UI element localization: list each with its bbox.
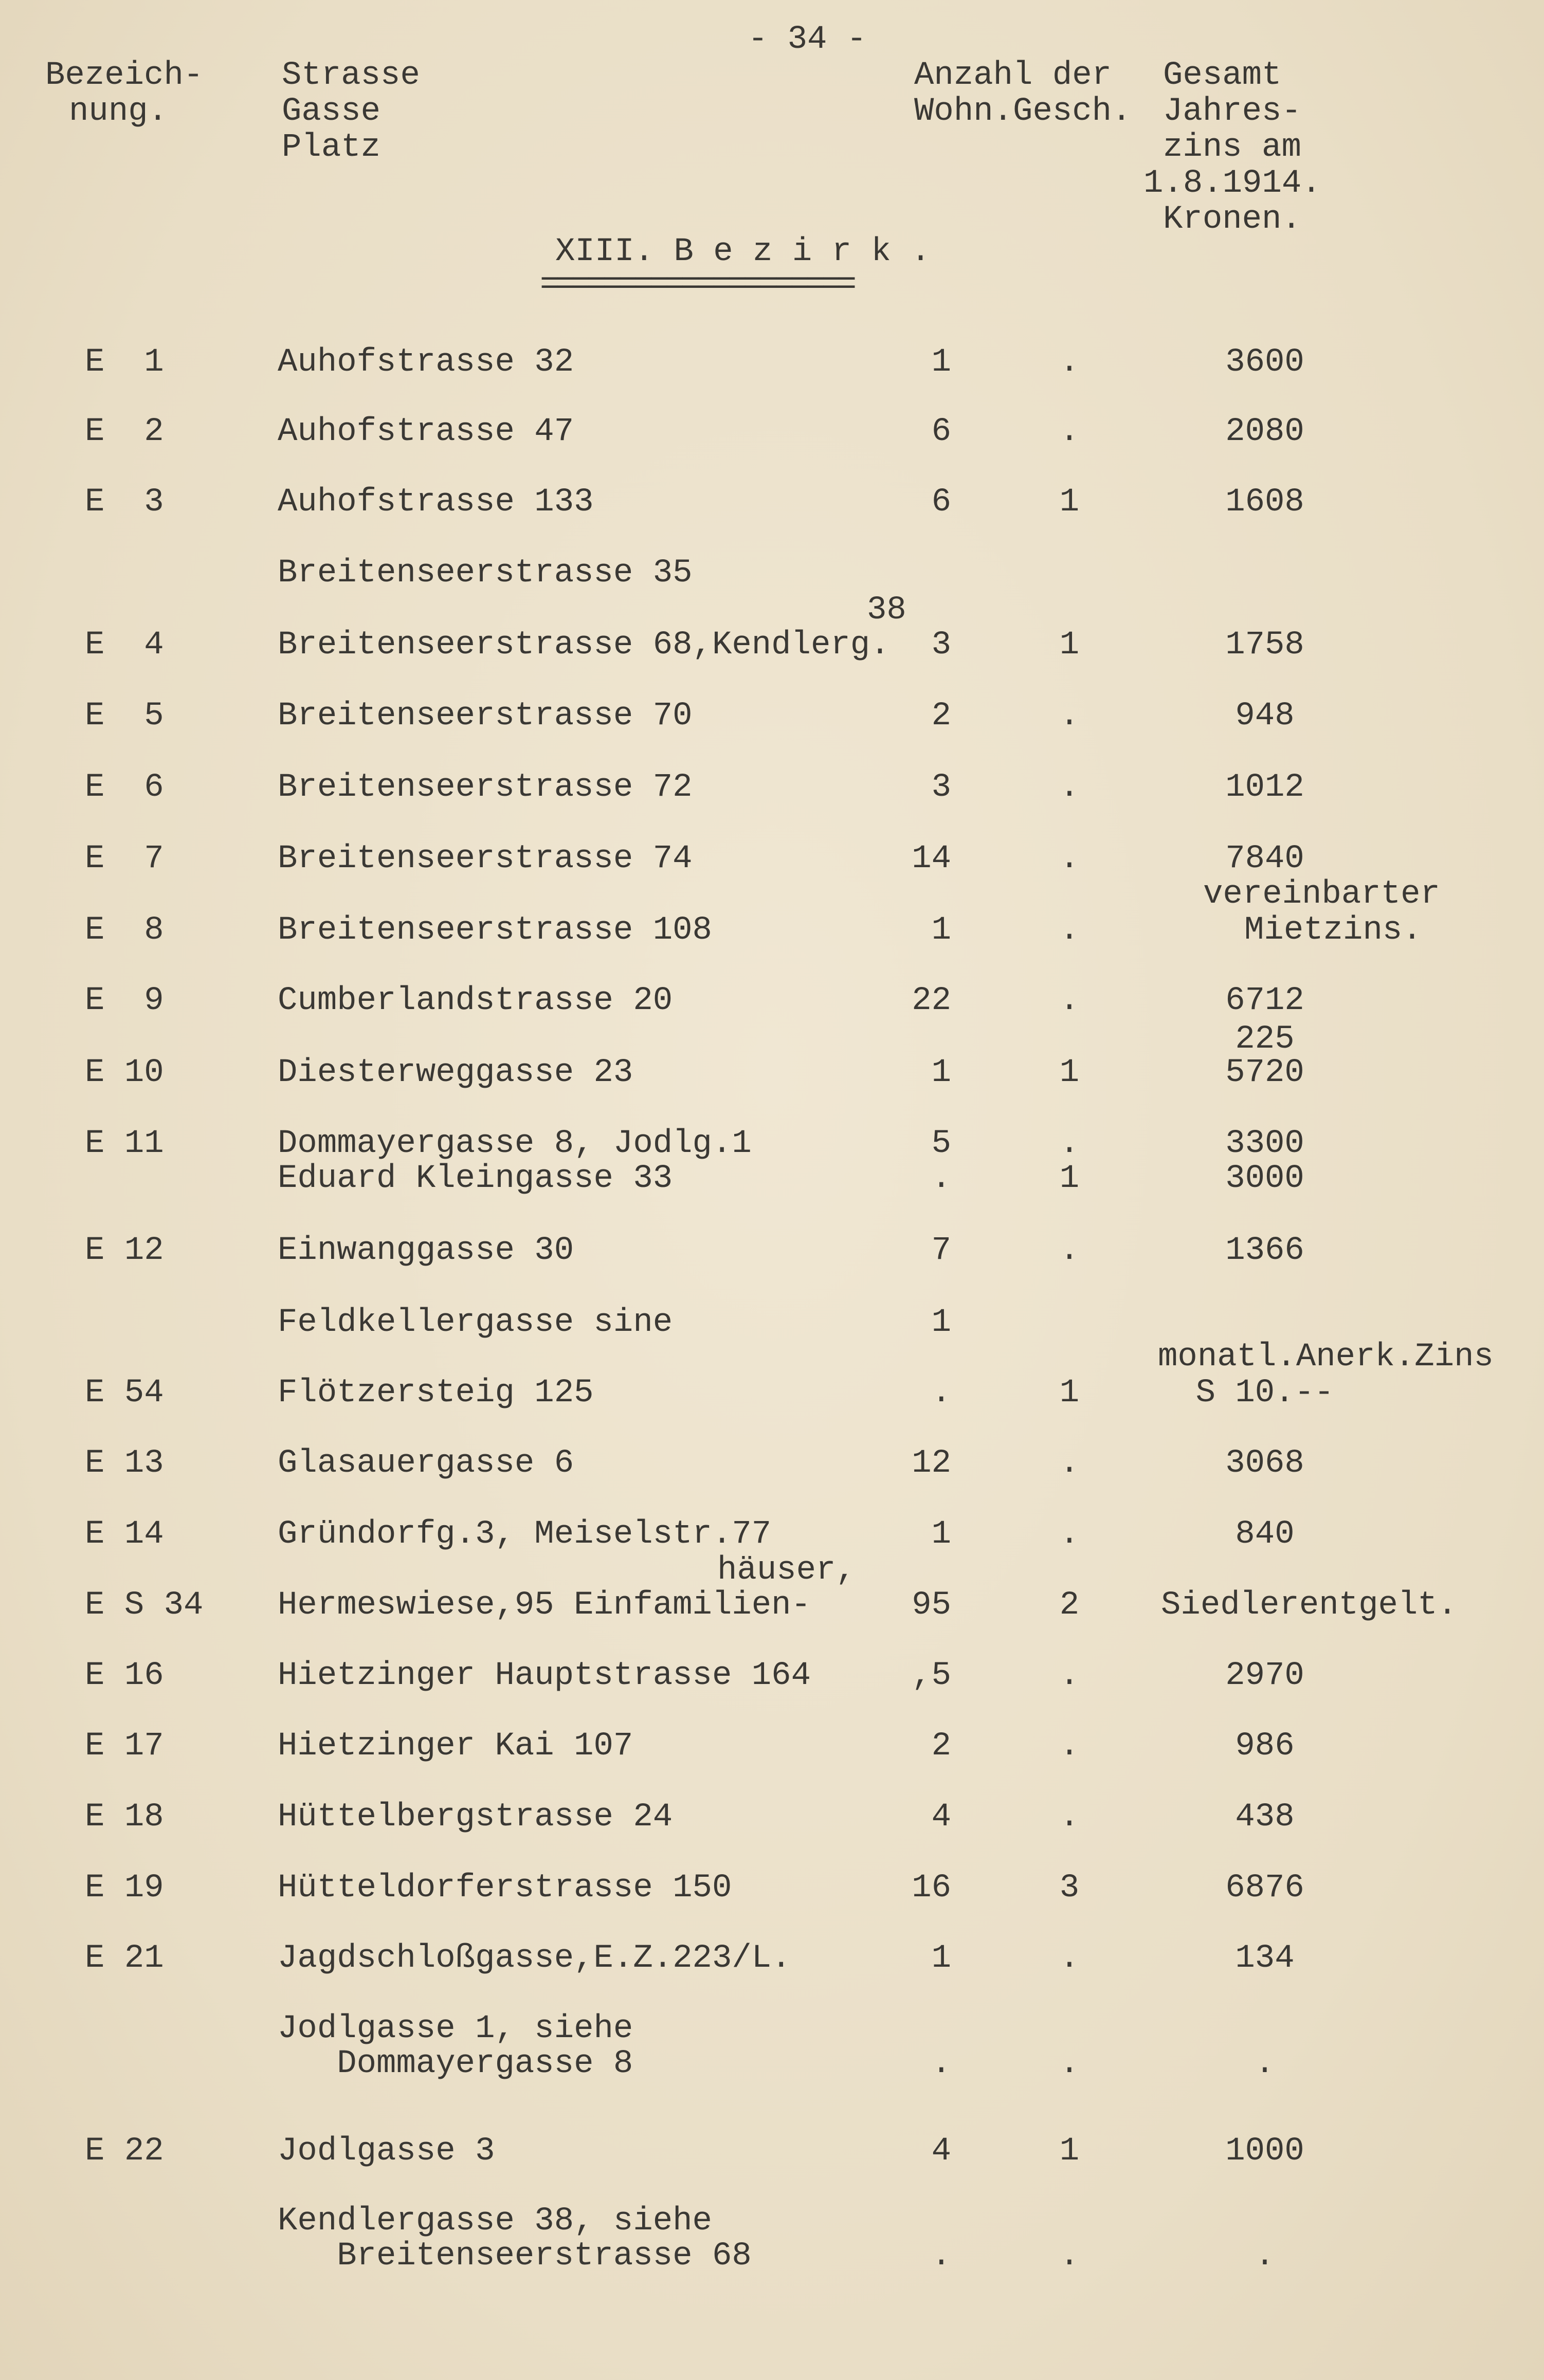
row-designation: E 21: [85, 1940, 164, 1977]
header-designation-line: Bezeich-: [45, 57, 204, 94]
row-street: Auhofstrasse 133: [278, 484, 594, 521]
row-rent: S 10.--: [1195, 1375, 1334, 1412]
row-rent: 3000: [1225, 1160, 1304, 1197]
row-apartments: 1: [931, 912, 951, 949]
row-apartments: 5: [931, 1125, 951, 1162]
header-street-line: Gasse: [282, 93, 381, 130]
row-street: Jodlgasse 3: [278, 2133, 495, 2170]
row-designation: E S 34: [85, 1587, 204, 1624]
row-street: Hietzinger Hauptstrasse 164: [278, 1657, 811, 1694]
row-shops: 3: [1059, 1870, 1080, 1907]
row-apartments: 1: [931, 1304, 951, 1341]
row-designation: E 12: [85, 1232, 164, 1269]
row-apartments: 1: [931, 1516, 951, 1553]
row-apartments: 6: [931, 413, 951, 450]
row-shops: 1: [1059, 2133, 1080, 2170]
row-street: Feldkellergasse sine: [278, 1304, 673, 1341]
row-street: Auhofstrasse 47: [278, 413, 574, 450]
row-apartments: 14: [912, 840, 951, 877]
row-shops: .: [1059, 1799, 1080, 1836]
row-street: Hietzinger Kai 107: [278, 1728, 633, 1765]
row-apartments: .: [931, 1375, 951, 1412]
row-rent-note: monatl.Anerk.Zins: [1158, 1339, 1494, 1376]
row-shops: .: [1059, 1125, 1080, 1162]
row-street: Dommayergasse 8, Jodlg.1: [278, 1125, 752, 1162]
row-street: Breitenseerstrasse 70: [278, 698, 693, 735]
row-shops: .: [1059, 2045, 1080, 2082]
row-street: Breitenseerstrasse 35: [278, 555, 693, 592]
row-designation: E 9: [85, 982, 164, 1019]
page-number: - 34 -: [748, 21, 867, 58]
row-rent: 3600: [1225, 344, 1304, 381]
row-designation: E 3: [85, 484, 164, 521]
row-rent: 1758: [1225, 627, 1304, 664]
header-street-line: Platz: [282, 129, 381, 166]
row-rent: Siedlerentgelt.: [1161, 1587, 1458, 1624]
row-rent: 3300: [1225, 1125, 1304, 1162]
row-designation: E 10: [85, 1054, 164, 1091]
row-apartments: 1: [931, 1054, 951, 1091]
row-rent: 5720: [1225, 1054, 1304, 1091]
row-street: Gründorfg.3, Meiselstr.77: [278, 1516, 772, 1553]
row-shops: 1: [1059, 1375, 1080, 1412]
row-designation: E 4: [85, 627, 164, 664]
row-shops: .: [1059, 1516, 1080, 1553]
row-street: Hüttelbergstrasse 24: [278, 1799, 673, 1836]
row-shops: .: [1059, 1657, 1080, 1694]
row-apartments: 4: [931, 2133, 951, 2170]
district-underline: ====================: [540, 267, 853, 304]
row-rent: 438: [1235, 1799, 1295, 1836]
row-shops: .: [1059, 413, 1080, 450]
row-rent: 1012: [1225, 769, 1304, 806]
row-designation: E 6: [85, 769, 164, 806]
row-shops: .: [1059, 1940, 1080, 1977]
row-shops: 1: [1059, 627, 1080, 664]
header-designation-line: nung.: [69, 93, 168, 130]
row-street-note: 38: [867, 592, 906, 629]
district-title: XIII. B e z i r k .: [555, 233, 931, 270]
row-street: Hermeswiese,95 Einfamilien-: [278, 1587, 811, 1624]
row-designation: E 22: [85, 2133, 164, 2170]
header-street-line: Strasse: [282, 57, 420, 94]
row-designation: E 14: [85, 1516, 164, 1553]
row-rent: .: [1255, 2045, 1275, 2082]
header-count-line: Wohn.Gesch.: [914, 93, 1132, 130]
row-street: Breitenseerstrasse 72: [278, 769, 693, 806]
row-shops: .: [1059, 912, 1080, 949]
row-street: Flötzersteig 125: [278, 1375, 594, 1412]
row-rent-note: 225: [1235, 1021, 1295, 1058]
row-designation: E 16: [85, 1657, 164, 1694]
row-street: Glasauergasse 6: [278, 1445, 574, 1482]
row-rent: .: [1255, 2238, 1275, 2275]
row-rent-note: Mietzins.: [1244, 912, 1422, 949]
row-shops: .: [1059, 2238, 1080, 2275]
header-count-line: Anzahl der: [914, 57, 1112, 94]
row-apartments: .: [931, 2238, 951, 2275]
row-rent: 948: [1235, 698, 1295, 735]
row-apartments: ,5: [912, 1657, 951, 1694]
row-shops: .: [1059, 1445, 1080, 1482]
row-apartments: .: [931, 2045, 951, 2082]
row-rent: 986: [1235, 1728, 1295, 1765]
row-rent: 1366: [1225, 1232, 1304, 1269]
header-rent-line: zins am: [1163, 129, 1301, 166]
row-street: Breitenseerstrasse 74: [278, 840, 693, 877]
row-apartments: 2: [931, 698, 951, 735]
row-apartments: 12: [912, 1445, 951, 1482]
row-rent: 840: [1235, 1516, 1295, 1553]
row-apartments: 95: [912, 1587, 951, 1624]
row-street-continued: Breitenseerstrasse 68: [278, 2238, 752, 2275]
row-designation: E 5: [85, 698, 164, 735]
row-shops: .: [1059, 344, 1080, 381]
row-designation: E 54: [85, 1375, 164, 1412]
header-rent-line: Kronen.: [1163, 201, 1301, 238]
row-shops: .: [1059, 1728, 1080, 1765]
row-street: Auhofstrasse 32: [278, 344, 574, 381]
row-designation: E 18: [85, 1799, 164, 1836]
row-apartments: 22: [912, 982, 951, 1019]
row-apartments: 3: [931, 769, 951, 806]
row-street: Eduard Kleingasse 33: [278, 1160, 673, 1197]
row-designation: E 13: [85, 1445, 164, 1482]
row-street-continued: Dommayergasse 8: [278, 2045, 633, 2082]
row-street: Jagdschloßgasse,E.Z.223/L.: [278, 1940, 791, 1977]
row-shops: .: [1059, 840, 1080, 877]
row-street: Breitenseerstrasse 108: [278, 912, 712, 949]
row-shops: .: [1059, 1232, 1080, 1269]
row-shops: .: [1059, 982, 1080, 1019]
row-street: Cumberlandstrasse 20: [278, 982, 673, 1019]
row-rent: 1608: [1225, 484, 1304, 521]
row-shops: 1: [1059, 1160, 1080, 1197]
header-rent-line: Gesamt: [1163, 57, 1282, 94]
row-apartments: 1: [931, 344, 951, 381]
row-street: Jodlgasse 1, siehe: [278, 2010, 633, 2047]
row-apartments: 3: [931, 627, 951, 664]
row-apartments: 6: [931, 484, 951, 521]
row-rent: 6876: [1225, 1870, 1304, 1907]
row-street-note: häuser,: [717, 1552, 856, 1589]
row-rent: 2970: [1225, 1657, 1304, 1694]
row-rent: 1000: [1225, 2133, 1304, 2170]
header-rent-line: 1.8.1914.: [1143, 165, 1321, 202]
row-designation: E 17: [85, 1728, 164, 1765]
row-rent: vereinbarter: [1203, 876, 1440, 913]
row-street: Hütteldorferstrasse 150: [278, 1870, 732, 1907]
row-rent: 2080: [1225, 413, 1304, 450]
row-apartments: 1: [931, 1940, 951, 1977]
row-rent: 3068: [1225, 1445, 1304, 1482]
row-apartments: 4: [931, 1799, 951, 1836]
row-shops: .: [1059, 769, 1080, 806]
row-shops: 1: [1059, 484, 1080, 521]
row-street: Breitenseerstrasse 68,Kendlerg.: [278, 627, 890, 664]
header-rent-line: Jahres-: [1163, 93, 1301, 130]
row-apartments: 2: [931, 1728, 951, 1765]
row-designation: E 11: [85, 1125, 164, 1162]
row-designation: E 8: [85, 912, 164, 949]
row-shops: 2: [1059, 1587, 1080, 1624]
row-designation: E 7: [85, 840, 164, 877]
row-apartments: 7: [931, 1232, 951, 1269]
row-shops: 1: [1059, 1054, 1080, 1091]
row-designation: E 2: [85, 413, 164, 450]
row-apartments: .: [931, 1160, 951, 1197]
row-street: Kendlergasse 38, siehe: [278, 2203, 712, 2240]
row-street: Diesterweggasse 23: [278, 1054, 633, 1091]
row-rent: 6712: [1225, 982, 1304, 1019]
row-rent: 134: [1235, 1940, 1295, 1977]
row-rent: 7840: [1225, 840, 1304, 877]
row-apartments: 16: [912, 1870, 951, 1907]
row-street: Einwanggasse 30: [278, 1232, 574, 1269]
row-shops: .: [1059, 698, 1080, 735]
row-designation: E 19: [85, 1870, 164, 1907]
row-designation: E 1: [85, 344, 164, 381]
